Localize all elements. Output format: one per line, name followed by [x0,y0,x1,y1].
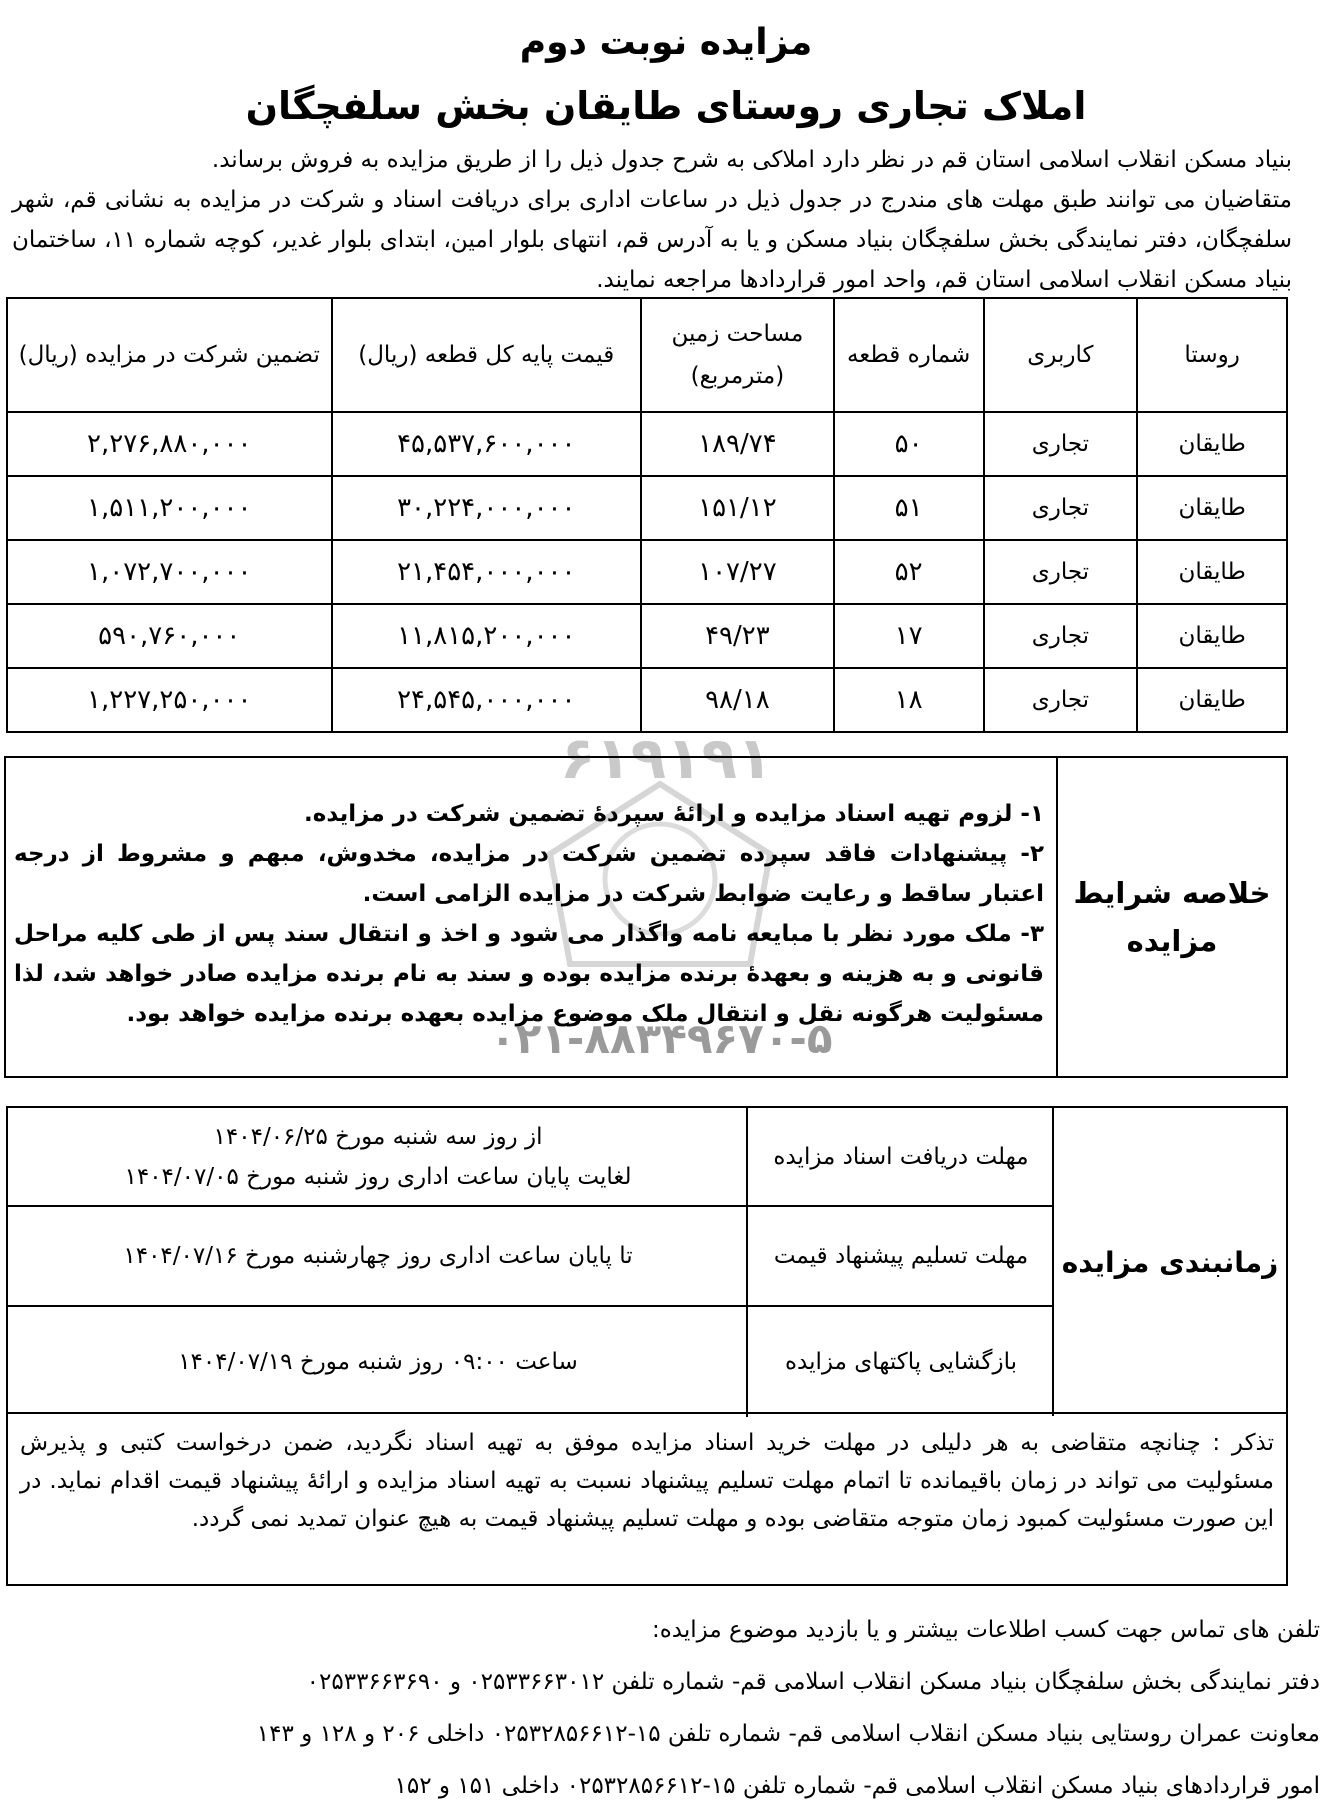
cell-guarantee: ۵۹۰,۷۶۰,۰۰۰ [7,604,332,668]
conditions-label-line2: مزایده [1126,924,1218,958]
cell-guarantee: ۱,۲۲۷,۲۵۰,۰۰۰ [7,668,332,732]
header-usage: کاربری [984,298,1138,412]
condition-item-1: ۱- لزوم تهیه اسناد مزایده و ارائهٔ سپردهٔ تضمین شرکت در مزایده. [304,801,1044,827]
cell-usage: تجاری [984,476,1138,540]
header-base-price: قیمت پایه کل قطعه (ریال) [332,298,642,412]
contact-line-2: معاونت عمران روستایی بنیاد مسکن انقلاب اسلامی قم- شماره تلفن ۱۵-۰۲۵۳۲۸۵۶۶۱۲ داخلی ۲۰۶ و ۱۲۸ و ۱۴۳ [256,1721,1320,1747]
intro-line-1: بنیاد مسکن انقلاب اسلامی استان قم در نظر دارد املاکی به شرح جدول ذیل را از طریق مزایده به فروش برساند. [211,147,1292,173]
conditions-body [14,794,1044,1034]
cell-village: طایقان [1137,540,1287,604]
cell-base-price: ۱۱,۸۱۵,۲۰۰,۰۰۰ [332,604,642,668]
cell-base-price: ۴۵,۵۳۷,۶۰۰,۰۰۰ [332,412,642,476]
cell-village: طایقان [1137,604,1287,668]
cell-area: ۱۰۷/۲۷ [641,540,834,604]
lots-table [6,297,1288,733]
schedule-row-submission [8,1207,1054,1307]
schedule-value-submission: تا پایان ساعت اداری روز چهارشنبه مورخ ۱۴۰۴/۰۷/۱۶ [123,1243,633,1269]
cell-plot-no: ۵۲ [834,540,984,604]
schedule-value-opening: ساعت ۰۹:۰۰ روز شنبه مورخ ۱۴۰۴/۰۷/۱۹ [178,1349,578,1375]
schedule-key-documents: مهلت دریافت اسناد مزایده [746,1108,1054,1205]
table-row [7,540,1287,604]
table-row [7,412,1287,476]
conditions-label-line1: خلاصه شرایط [1073,876,1271,910]
cell-usage: تجاری [984,668,1138,732]
schedule-value-documents-line2: لغایت پایان ساعت اداری روز شنبه مورخ ۱۴۰۴/۰۷/۰۵ [124,1163,632,1190]
notice-title: مزایده نوبت دوم [519,22,813,63]
conditions-label [1056,758,1286,1076]
cell-plot-no: ۱۸ [834,668,984,732]
cell-area: ۱۸۹/۷۴ [641,412,834,476]
table-row [7,668,1287,732]
schedule-label: زمانبندی مزایده [1052,1108,1286,1416]
cell-usage: تجاری [984,604,1138,668]
schedule-row-opening [8,1307,1054,1417]
cell-guarantee: ۱,۵۱۱,۲۰۰,۰۰۰ [7,476,332,540]
condition-item-2: ۲- پیشنهادات فاقد سپرده تضمین شرکت در مزایده، مخدوش، مبهم و مشروط از درجه اعتبار ساقط و رعایت ضوابط شرکت در مزایده الزامی است. [14,841,1044,907]
cell-base-price: ۳۰,۲۲۴,۰۰۰,۰۰۰ [332,476,642,540]
cell-area: ۱۵۱/۱۲ [641,476,834,540]
watermark-number: ۶۱۹۱۹۱ [560,724,773,792]
intro-line-2: متقاضیان می توانند طبق مهلت های مندرج در جدول ذیل در ساعات اداری برای دریافت اسناد و شرکت در مزایده به نشانی قم، شهر سلفچگان، دفتر نمایندگی بخش سلفچگان بنیاد مسکن و یا به آدرس قم، انتهای بلوار امین، ابتدای بلوار غدیر، کوچه شماره ۱۱، ساختمان بنیاد مسکن انقلاب اسلامی استان قم، واحد امور قراردادها مراجعه نمایند. [12,187,1292,293]
cell-plot-no: ۵۱ [834,476,984,540]
cell-area: ۴۹/۲۳ [641,604,834,668]
schedule-value-documents-line1: از روز سه شنبه مورخ ۱۴۰۴/۰۶/۲۵ [213,1123,543,1150]
cell-guarantee: ۱,۰۷۲,۷۰۰,۰۰۰ [7,540,332,604]
schedule-row-documents [8,1108,1054,1207]
contact-line-3: امور قراردادهای بنیاد مسکن انقلاب اسلامی قم- شماره تلفن ۱۵-۰۲۵۳۲۸۵۶۶۱۲ داخلی ۱۵۱ و ۱۵۲ [394,1773,1320,1799]
cell-guarantee: ۲,۲۷۶,۸۸۰,۰۰۰ [7,412,332,476]
contact-line-1: دفتر نمایندگی بخش سلفچگان بنیاد مسکن انقلاب اسلامی قم- شماره تلفن ۰۲۵۳۳۶۶۳۰۱۲ و ۰۲۵۳۳۶۶۳۶۹۰ [306,1669,1320,1695]
table-row [7,604,1287,668]
cell-village: طایقان [1137,476,1287,540]
cell-plot-no: ۵۰ [834,412,984,476]
notice-subtitle: املاک تجاری روستای طایقان بخش سلفچگان [245,84,1087,128]
schedule-note: تذکر : چنانچه متقاضی به هر دلیلی در مهلت خرید اسناد مزایده موفق به تهیه اسناد نگردید، ضمن درخواست کتبی و پذیرش مسئولیت می تواند در زمان باقیمانده تا اتمام مهلت تسلیم پیشنهاد نسبت به تهیه اسناد مزایده و ارائهٔ پیشنهاد قیمت اقدام نماید. در این صورت مسئولیت کمبود زمان متوجه متقاضی بوده و مهلت تسلیم پیشنهاد قیمت به هیچ عنوان تمدید نمی گردد. [8,1412,1286,1584]
cell-base-price: ۲۱,۴۵۴,۰۰۰,۰۰۰ [332,540,642,604]
header-area: مساحت زمین (مترمربع) [641,298,834,412]
schedule-box [6,1106,1288,1586]
contact-heading: تلفن های تماس جهت کسب اطلاعات بیشتر و یا بازدید موضوع مزایده: [651,1617,1320,1643]
conditions-box [4,756,1288,1078]
watermark-phone: ۰۲۱-۸۸۳۴۹۶۷۰-۵ [490,1014,833,1063]
schedule-key-opening: بازگشایی پاکتهای مزایده [746,1307,1054,1417]
header-village: روستا [1137,298,1287,412]
cell-village: طایقان [1137,668,1287,732]
contact-section [20,1604,1320,1812]
header-guarantee: تضمین شرکت در مزایده (ریال) [7,298,332,412]
cell-usage: تجاری [984,412,1138,476]
cell-area: ۹۸/۱۸ [641,668,834,732]
cell-plot-no: ۱۷ [834,604,984,668]
condition-item-3: ۳- ملک مورد نظر با مبایعه نامه واگذار می شود و اخذ و انتقال سند پس از طی کلیه مراحل قانونی و به هزینه و بعهدهٔ برنده مزایده بوده و سند به نام برنده مزایده صادر خواهد شد، لذا مسئولیت هرگونه نقل و انتقال ملک موضوع مزایده بعهده برنده مزایده خواهد بود. [14,921,1044,1027]
cell-village: طایقان [1137,412,1287,476]
cell-base-price: ۲۴,۵۴۵,۰۰۰,۰۰۰ [332,668,642,732]
intro-paragraph [12,140,1292,300]
cell-usage: تجاری [984,540,1138,604]
table-header-row [7,298,1287,412]
schedule-value-documents [8,1108,748,1205]
table-row [7,476,1287,540]
schedule-key-submission: مهلت تسلیم پیشنهاد قیمت [746,1207,1054,1305]
header-plot-no: شماره قطعه [834,298,984,412]
